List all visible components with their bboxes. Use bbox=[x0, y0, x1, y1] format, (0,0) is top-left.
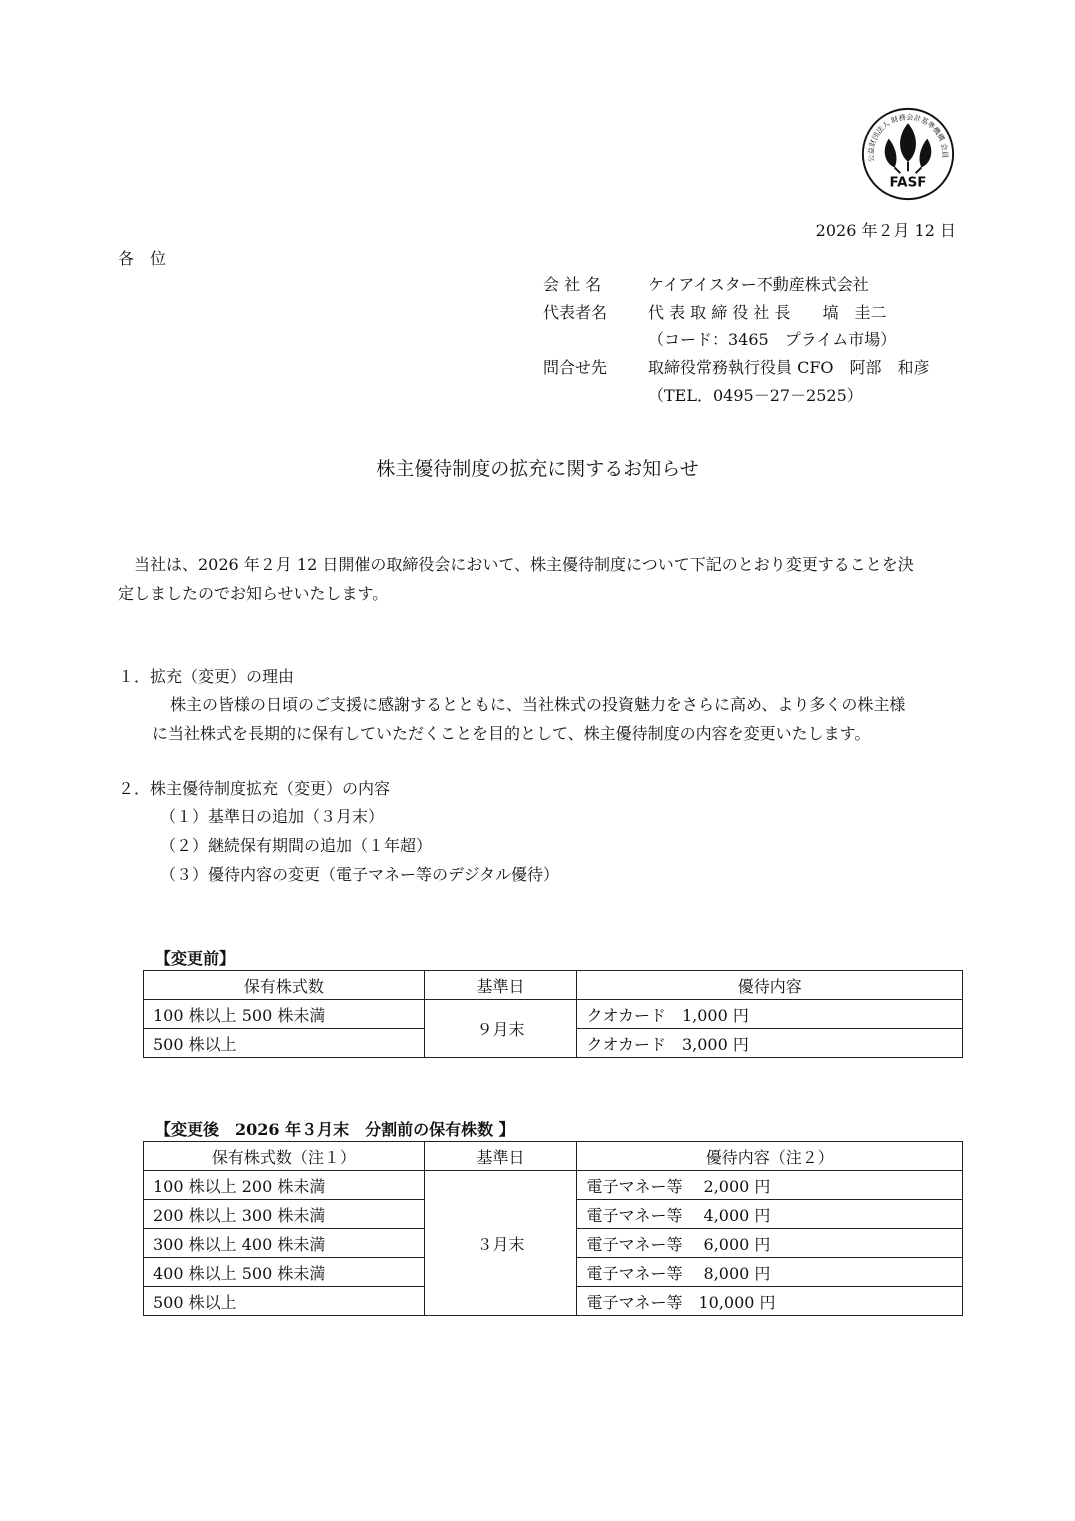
cell-shares: 500 株以上 bbox=[144, 1287, 425, 1316]
addressee: 各 位 bbox=[118, 249, 167, 268]
table-after bbox=[143, 1141, 963, 1316]
cell-shares: 100 株以上 200 株未満 bbox=[144, 1171, 425, 1200]
cell-shares: 200 株以上 300 株未満 bbox=[144, 1200, 425, 1229]
section1-line: に当社株式を長期的に保有していただくことを目的として、株主優待制度の内容を変更いたします。 bbox=[152, 724, 871, 743]
logo-ring-text: 公益財団法人 財務会計基準機構 会員 bbox=[866, 112, 950, 163]
info-label: 問合せ先 bbox=[543, 358, 608, 377]
table-header-row bbox=[144, 971, 963, 1000]
section1-body bbox=[152, 690, 972, 748]
cell-benefit: 電子マネー等 8,000 円 bbox=[577, 1258, 963, 1287]
cell-shares: 100 株以上 500 株未満 bbox=[144, 1000, 425, 1029]
info-label: 会 社 名 bbox=[543, 275, 602, 294]
header-shares: 保有株式数 bbox=[144, 971, 425, 1000]
header-benefit: 優待内容 bbox=[577, 971, 963, 1000]
cell-record-date: ９月末 bbox=[424, 1000, 577, 1058]
table-after-title: 【変更後 2026 年３月末 分割前の保有株数 】 bbox=[155, 1120, 515, 1139]
cell-record-date: ３月末 bbox=[424, 1171, 577, 1316]
info-value: 代 表 取 締 役 社 長 塙 圭二 bbox=[648, 303, 887, 322]
header-benefit: 優待内容（注２） bbox=[577, 1142, 963, 1171]
section1-heading: １．拡充（変更）の理由 bbox=[118, 667, 295, 686]
cell-benefit: 電子マネー等 2,000 円 bbox=[577, 1171, 963, 1200]
document-title: 株主優待制度の拡充に関するお知らせ bbox=[376, 458, 699, 480]
info-value: （TEL．0495－27－2525） bbox=[648, 386, 863, 405]
intro-line: 定しましたのでお知らせいたします。 bbox=[118, 584, 389, 603]
section1-line: 株主の皆様の日頃のご支援に感謝するとともに、当社株式の投資魅力をさらに高め、より多くの株主様 bbox=[170, 695, 906, 714]
cell-shares: 400 株以上 500 株未満 bbox=[144, 1258, 425, 1287]
header-record-date: 基準日 bbox=[424, 1142, 577, 1171]
header-record-date: 基準日 bbox=[424, 971, 577, 1000]
fasf-member-logo bbox=[860, 106, 956, 202]
logo-label: FASF bbox=[889, 175, 927, 191]
table-row bbox=[144, 1171, 963, 1200]
section2-heading: ２．株主優待制度拡充（変更）の内容 bbox=[118, 779, 391, 798]
cell-benefit: クオカード 1,000 円 bbox=[577, 1000, 963, 1029]
intro-line: 当社は、2026 年２月 12 日開催の取締役会において、株主優待制度について下記のとおり変更することを決 bbox=[134, 555, 914, 574]
info-value: ケイアイスター不動産株式会社 bbox=[648, 275, 869, 294]
section2-item: （１）基準日の追加（３月末） bbox=[160, 807, 385, 826]
table-before bbox=[143, 970, 963, 1058]
section2-item: （３）優待内容の変更（電子マネー等のデジタル優待） bbox=[160, 865, 560, 884]
document-date: 2026 年２月 12 日 bbox=[815, 221, 956, 240]
intro-paragraph bbox=[118, 550, 968, 608]
table-before-title: 【変更前】 bbox=[155, 949, 236, 968]
info-value: （コード：3465 プライム市場） bbox=[648, 330, 897, 349]
cell-benefit: クオカード 3,000 円 bbox=[577, 1029, 963, 1058]
section2-items bbox=[160, 802, 559, 889]
cell-benefit: 電子マネー等 6,000 円 bbox=[577, 1229, 963, 1258]
table-row bbox=[144, 1000, 963, 1029]
cell-benefit: 電子マネー等 4,000 円 bbox=[577, 1200, 963, 1229]
cell-benefit: 電子マネー等 10,000 円 bbox=[577, 1287, 963, 1316]
cell-shares: 500 株以上 bbox=[144, 1029, 425, 1058]
info-label: 代表者名 bbox=[543, 303, 608, 322]
section2-item: （２）継続保有期間の追加（１年超） bbox=[160, 836, 433, 855]
cell-shares: 300 株以上 400 株未満 bbox=[144, 1229, 425, 1258]
table-header-row bbox=[144, 1142, 963, 1171]
info-value: 取締役常務執行役員 CFO 阿部 和彦 bbox=[648, 358, 930, 377]
header-shares: 保有株式数（注１） bbox=[144, 1142, 425, 1171]
